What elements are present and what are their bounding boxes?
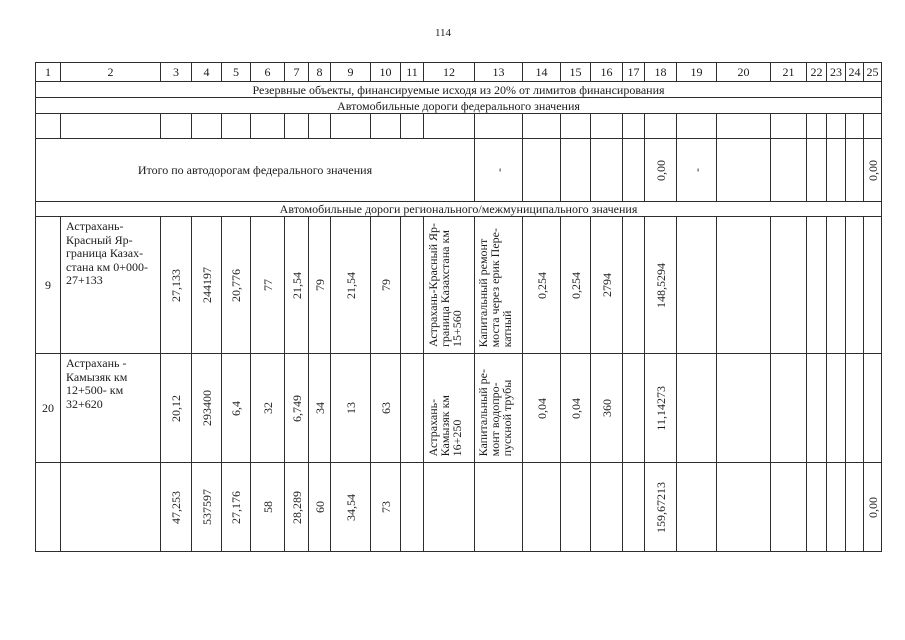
table-cell xyxy=(161,217,192,354)
cell-value: 34 xyxy=(312,402,327,414)
table-cell xyxy=(222,463,251,552)
table-cell xyxy=(864,354,882,463)
column-number-cell: 18 xyxy=(645,63,677,82)
table-cell xyxy=(623,114,645,139)
table-cell xyxy=(864,217,882,354)
table-cell xyxy=(475,463,523,552)
object-name: Астрахань-Красный Яр- граница Казахстана км 15+560 xyxy=(426,222,464,347)
table-cell xyxy=(371,354,401,463)
table-cell xyxy=(222,354,251,463)
cell-value: 79 xyxy=(378,279,393,291)
table-cell xyxy=(645,217,677,354)
table-cell xyxy=(161,463,192,552)
section-row xyxy=(36,98,882,114)
column-number-cell: 16 xyxy=(591,63,623,82)
table-cell xyxy=(807,114,827,139)
column-number-cell: 3 xyxy=(161,63,192,82)
table-cell xyxy=(331,114,371,139)
table-cell xyxy=(717,463,771,552)
cell-value: 11,14273 xyxy=(653,385,668,431)
table-cell xyxy=(561,217,591,354)
table-cell xyxy=(192,354,222,463)
table-cell xyxy=(771,463,807,552)
table-cell xyxy=(523,114,561,139)
table-cell xyxy=(677,139,717,202)
cell-value: 360 xyxy=(599,399,614,417)
column-number-cell: 8 xyxy=(309,63,331,82)
table-cell xyxy=(591,139,623,202)
empty-row xyxy=(36,114,882,139)
table-cell xyxy=(623,217,645,354)
table-cell xyxy=(807,217,827,354)
table-cell xyxy=(623,463,645,552)
table-cell xyxy=(807,463,827,552)
row-number: 20 xyxy=(36,354,61,463)
table-cell xyxy=(561,114,591,139)
total-value: 34,54 xyxy=(343,493,358,521)
cell-value: 148,5294 xyxy=(653,262,668,308)
table-row xyxy=(36,217,882,354)
table-cell xyxy=(591,217,623,354)
table-cell xyxy=(61,463,161,552)
column-number-cell: 7 xyxy=(285,63,309,82)
column-number-cell: 25 xyxy=(864,63,882,82)
column-number-cell: 9 xyxy=(331,63,371,82)
table-cell xyxy=(192,217,222,354)
table-cell xyxy=(827,114,846,139)
page-number: 114 xyxy=(434,27,452,39)
table-cell xyxy=(401,217,424,354)
table-cell xyxy=(771,114,807,139)
table-cell xyxy=(827,354,846,463)
cell-value: 293400 xyxy=(199,390,214,426)
table-cell xyxy=(807,354,827,463)
table-cell xyxy=(251,114,285,139)
cell-value: 21,54 xyxy=(343,271,358,299)
cell-value: 2794 xyxy=(599,273,614,297)
table-cell xyxy=(807,139,827,202)
table-cell xyxy=(771,139,807,202)
table-cell xyxy=(523,463,561,552)
table-cell xyxy=(717,139,771,202)
table-cell xyxy=(475,217,523,354)
column-number-cell: 13 xyxy=(475,63,523,82)
table-cell xyxy=(591,114,623,139)
column-number-cell: 5 xyxy=(222,63,251,82)
table-cell xyxy=(424,463,475,552)
table-cell xyxy=(401,354,424,463)
cell-value: 13 xyxy=(343,402,358,414)
table-cell xyxy=(717,354,771,463)
column-number-cell: 20 xyxy=(717,63,771,82)
work-description: Капитальный ремонт моста через ерик Пере- катный xyxy=(476,227,514,347)
cell-value: 21,54 xyxy=(289,271,304,299)
road-name: Астрахань- Красный Яр- граница Казах- стана км 0+000- 27+133 xyxy=(61,217,161,354)
road-name: Астрахань - Камызяк км 12+500- км 32+620 xyxy=(61,354,161,463)
table-cell xyxy=(285,114,309,139)
table-cell xyxy=(561,354,591,463)
column-number-cell: 17 xyxy=(623,63,645,82)
table-cell xyxy=(371,114,401,139)
table-cell xyxy=(475,139,523,202)
table-cell xyxy=(251,354,285,463)
column-number-cell: 2 xyxy=(61,63,161,82)
table-cell xyxy=(309,217,331,354)
table-cell xyxy=(331,217,371,354)
total-value: 27,176 xyxy=(229,490,243,524)
cell-value: 32 xyxy=(260,402,275,414)
column-number-cell: 24 xyxy=(846,63,864,82)
table-cell xyxy=(591,463,623,552)
cell-value: 0,254 xyxy=(534,271,549,299)
table-cell xyxy=(309,354,331,463)
table-cell xyxy=(475,354,523,463)
table-cell xyxy=(331,354,371,463)
cell-value: 63 xyxy=(378,402,393,414)
table-cell xyxy=(309,114,331,139)
table-cell xyxy=(846,463,864,552)
data-table xyxy=(35,62,882,552)
table-cell xyxy=(61,114,161,139)
column-number-cell: 14 xyxy=(523,63,561,82)
table-cell xyxy=(251,463,285,552)
table-cell xyxy=(523,354,561,463)
table-cell xyxy=(371,463,401,552)
object-name: Астрахань- Камызяк км 16+250 xyxy=(426,394,464,456)
column-number-cell: 15 xyxy=(561,63,591,82)
total-value: 28,289 xyxy=(289,490,304,524)
cell-value: 6,4 xyxy=(229,400,243,416)
table-cell xyxy=(192,463,222,552)
cell-value: - xyxy=(689,168,704,172)
table-cell xyxy=(827,217,846,354)
table-cell xyxy=(771,354,807,463)
total-row xyxy=(36,463,882,552)
cell-value: 20,776 xyxy=(229,268,243,302)
column-number-cell: 21 xyxy=(771,63,807,82)
table-cell xyxy=(251,217,285,354)
column-number-cell: 19 xyxy=(677,63,717,82)
row-number: 9 xyxy=(36,217,61,354)
table-cell xyxy=(285,217,309,354)
table-cell xyxy=(424,114,475,139)
cell-value: 79 xyxy=(312,279,327,291)
table-cell xyxy=(222,114,251,139)
table-cell xyxy=(285,463,309,552)
cell-value: 6,749 xyxy=(289,394,304,422)
column-number-row xyxy=(36,63,882,82)
table-cell xyxy=(523,139,561,202)
table-cell xyxy=(623,354,645,463)
table-cell xyxy=(371,217,401,354)
section-title-regional: Автомобильные дороги регионального/межмуниципального значения xyxy=(36,202,882,217)
cell-value: 0,00 xyxy=(653,159,668,181)
table-cell xyxy=(677,354,717,463)
total-value: 159,67213 xyxy=(653,481,668,533)
column-number-cell: 11 xyxy=(401,63,424,82)
cell-value: 244197 xyxy=(199,267,214,303)
table-cell xyxy=(771,217,807,354)
column-number-cell: 1 xyxy=(36,63,61,82)
table-cell xyxy=(523,217,561,354)
federal-total-row xyxy=(36,139,882,202)
table-cell xyxy=(36,114,61,139)
table-cell xyxy=(591,354,623,463)
table-cell xyxy=(645,354,677,463)
table-cell xyxy=(475,114,523,139)
table-cell xyxy=(192,114,222,139)
table-cell xyxy=(846,354,864,463)
table-cell xyxy=(864,463,882,552)
table-cell xyxy=(846,217,864,354)
column-number-cell: 23 xyxy=(827,63,846,82)
cell-value: 0,00 xyxy=(865,159,880,181)
total-value: 60 xyxy=(312,501,327,513)
total-value: 73 xyxy=(378,501,393,513)
section-title-federal: Автомобильные дороги федерального значения xyxy=(36,98,882,114)
table-cell xyxy=(677,114,717,139)
total-value: 537597 xyxy=(199,489,214,525)
table-cell xyxy=(827,139,846,202)
table-cell xyxy=(401,463,424,552)
table-cell xyxy=(846,114,864,139)
section-row xyxy=(36,202,882,217)
table-cell xyxy=(827,463,846,552)
section-row xyxy=(36,82,882,98)
total-value: 0,00 xyxy=(865,496,880,518)
table-cell xyxy=(645,114,677,139)
cell-value: 0,254 xyxy=(568,271,583,299)
table-cell xyxy=(677,463,717,552)
table-cell xyxy=(846,139,864,202)
table-cell xyxy=(717,217,771,354)
cell-value: 0,04 xyxy=(568,397,583,419)
table-cell xyxy=(561,463,591,552)
table-cell xyxy=(864,139,882,202)
table-row xyxy=(36,354,882,463)
column-number-cell: 12 xyxy=(424,63,475,82)
table-cell xyxy=(677,217,717,354)
table-cell xyxy=(222,217,251,354)
table-cell xyxy=(401,114,424,139)
cell-value: 27,133 xyxy=(169,268,183,302)
cell-value: - xyxy=(491,168,506,172)
cell-value: 0,04 xyxy=(534,397,549,419)
column-number-cell: 10 xyxy=(371,63,401,82)
cell-value: 77 xyxy=(260,279,275,291)
table-cell xyxy=(161,114,192,139)
cell-value: 20,12 xyxy=(169,394,183,422)
table-cell xyxy=(645,463,677,552)
work-description: Капитальный ре- монт водопро- пускной трубы xyxy=(476,368,514,456)
total-value: 58 xyxy=(260,501,275,513)
section-title-reserve: Резервные объекты, финансируемые исходя из 20% от лимитов финансирования xyxy=(36,82,882,98)
total-value: 47,253 xyxy=(169,490,183,524)
table-cell xyxy=(864,114,882,139)
table-cell xyxy=(331,463,371,552)
table-cell xyxy=(309,463,331,552)
column-number-cell: 4 xyxy=(192,63,222,82)
table-cell xyxy=(424,354,475,463)
table-cell xyxy=(623,139,645,202)
table-cell xyxy=(561,139,591,202)
column-number-cell: 6 xyxy=(251,63,285,82)
table-cell xyxy=(36,463,61,552)
table-cell xyxy=(424,217,475,354)
table-cell xyxy=(645,139,677,202)
column-number-cell: 22 xyxy=(807,63,827,82)
federal-total-label: Итого по автодорогам федерального значения xyxy=(36,139,475,202)
table-cell xyxy=(717,114,771,139)
table-cell xyxy=(161,354,192,463)
table-cell xyxy=(285,354,309,463)
